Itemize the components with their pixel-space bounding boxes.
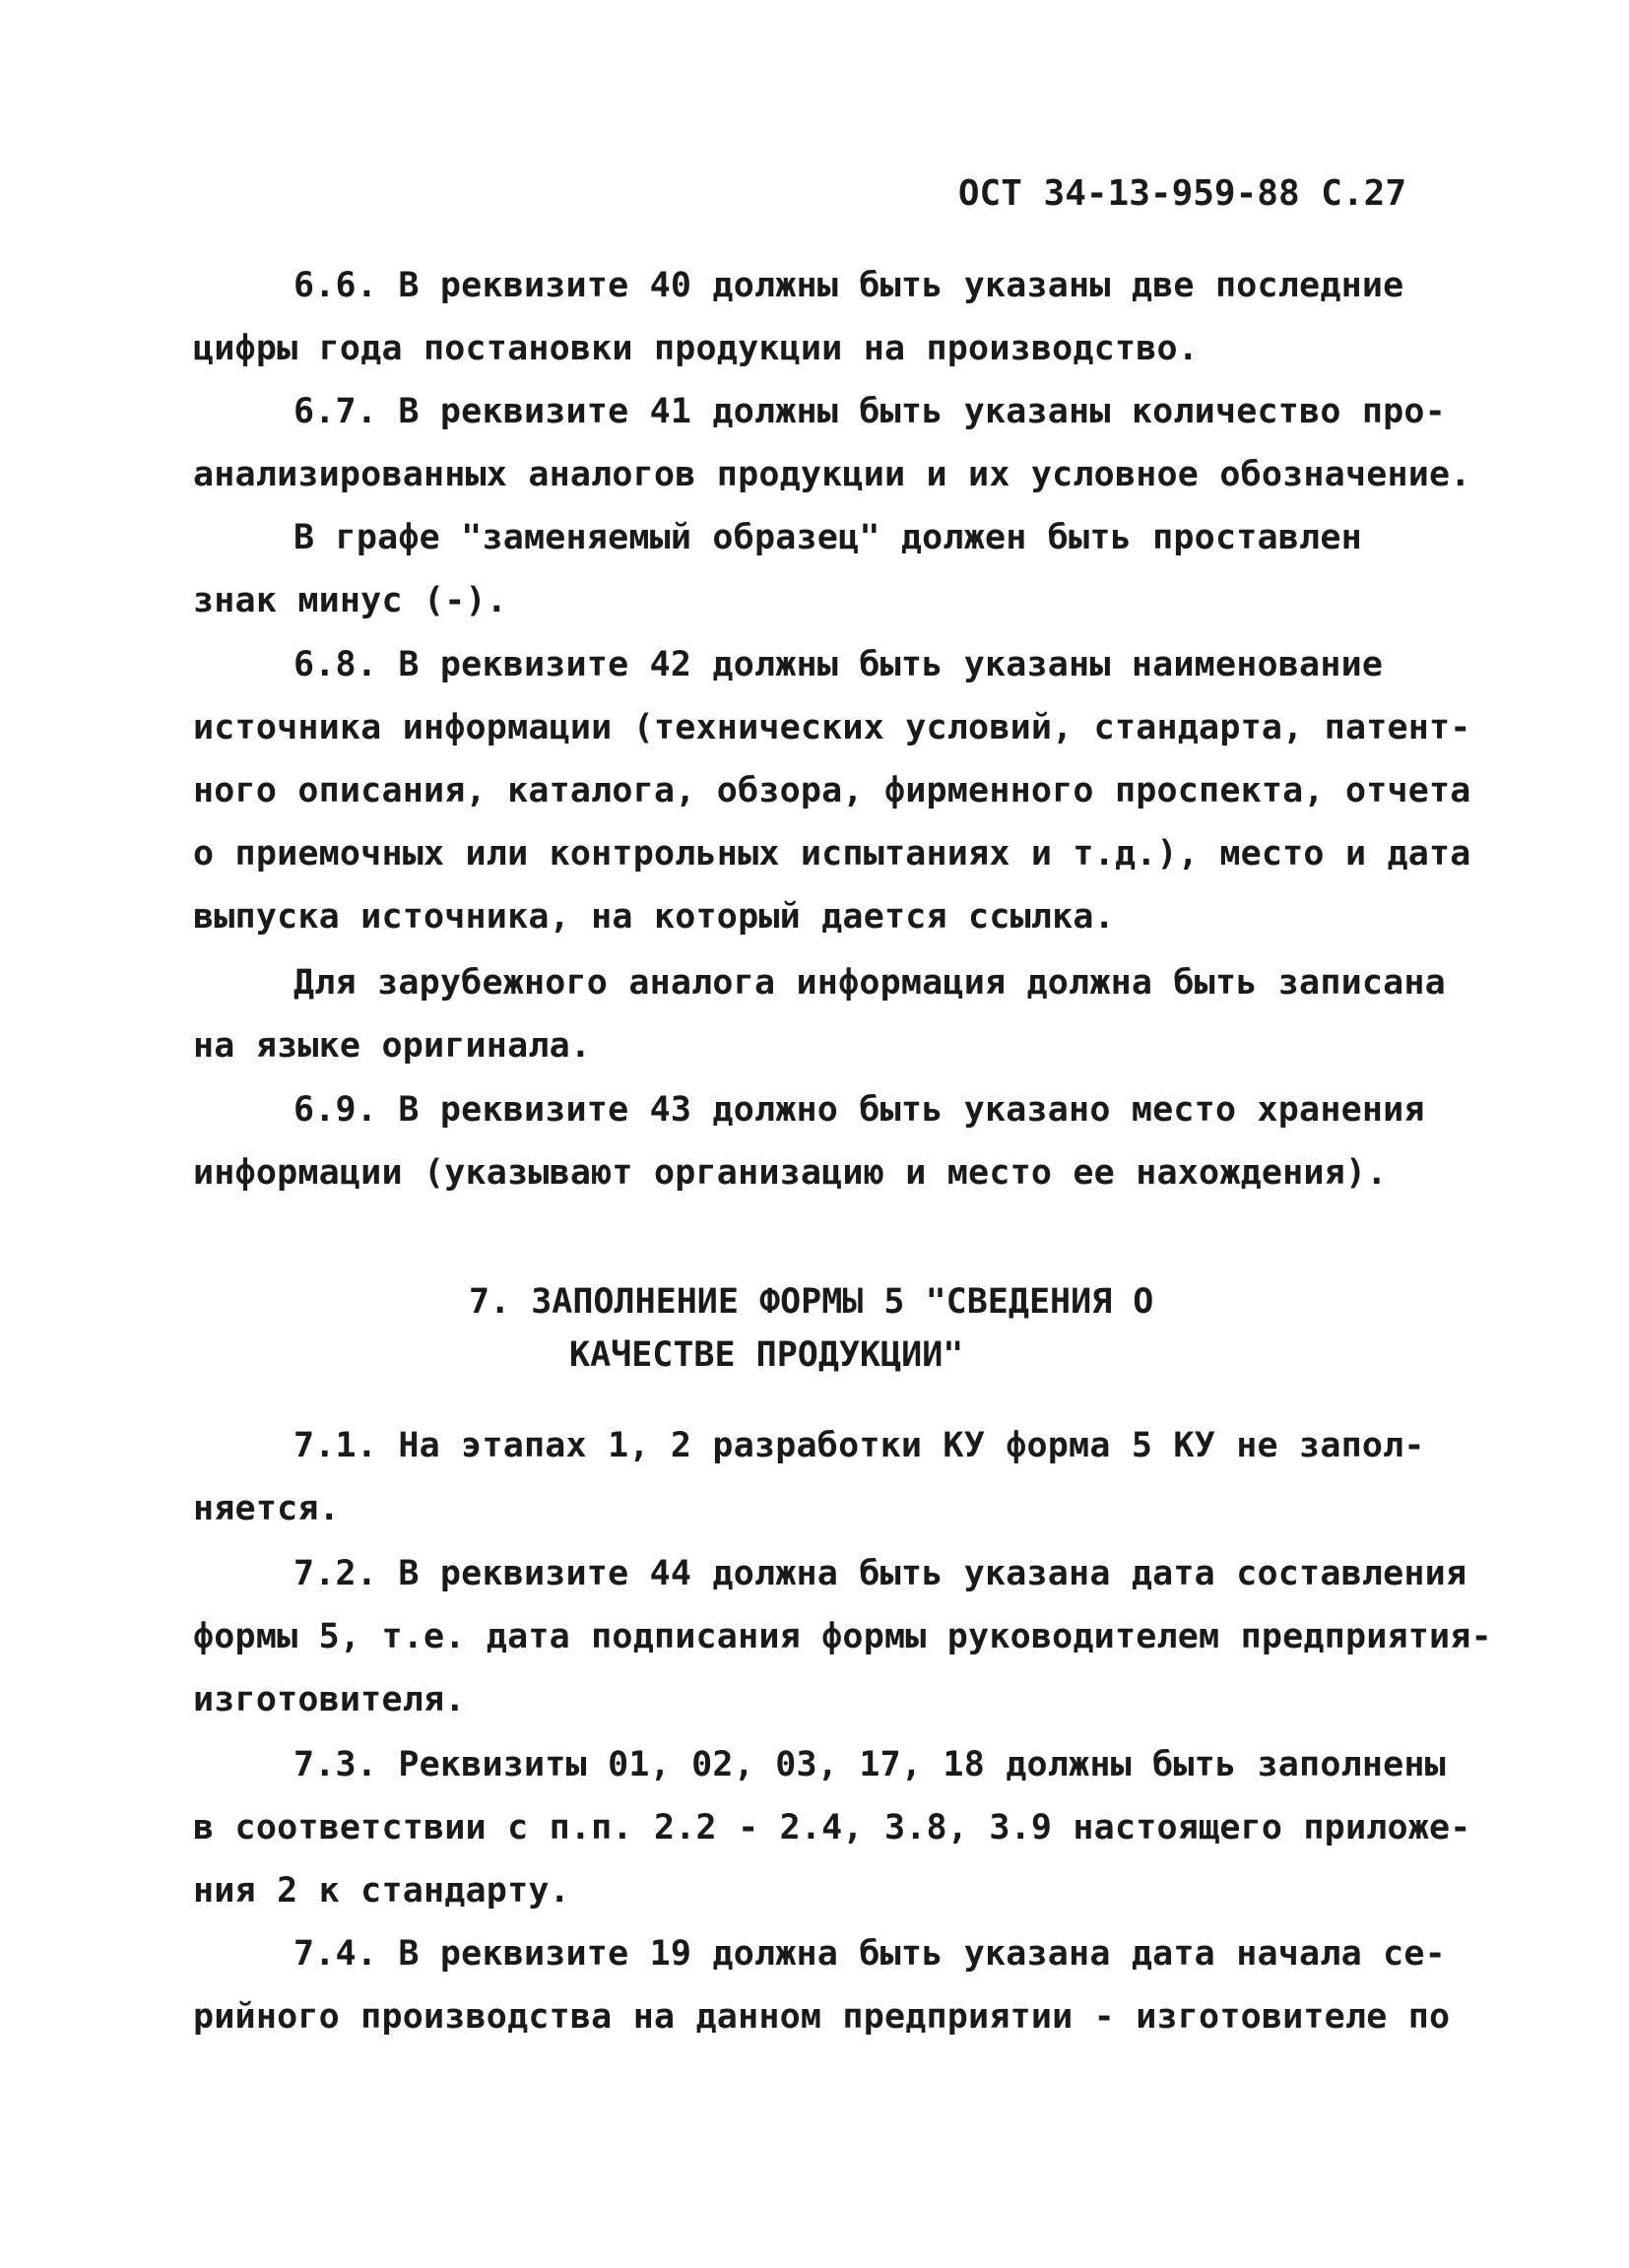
paragraph-7-3-line-3: ния 2 к стандарту.	[193, 1871, 570, 1911]
paragraph-6-8-line-2: источника информации (технических условий, стандарта, патент-	[193, 708, 1471, 747]
paragraph-6-9-line-1: 6.9. В реквизите 43 должно быть указано место хранения	[293, 1090, 1425, 1130]
section-7-heading-line-1: 7. ЗАПОЛНЕНИЕ ФОРМЫ 5 "СВЕДЕНИЯ О	[469, 1282, 1154, 1322]
paragraph-7-3-line-2: в соответствии с п.п. 2.2 - 2.4, 3.8, 3.9 настоящего приложе-	[193, 1808, 1471, 1847]
paragraph-7-1-line-1: 7.1. На этапах 1, 2 разработки КУ форма 5 КУ не запол-	[293, 1426, 1425, 1465]
paragraph-7-2-line-3: изготовителя.	[193, 1680, 466, 1719]
paragraph-6-8b-line-1: Для зарубежного аналога информация должна быть записана	[293, 963, 1446, 1003]
section-7-heading-line-2: КАЧЕСТВЕ ПРОДУКЦИИ"	[569, 1335, 964, 1375]
paragraph-6-9-line-2: информации (указывают организацию и место ее нахождения).	[193, 1153, 1388, 1193]
paragraph-6-7-line-2: анализированных аналогов продукции и их условное обозначение.	[193, 455, 1471, 494]
paragraph-7-3-line-1: 7.3. Реквизиты 01, 02, 03, 17, 18 должны быть заполнены	[293, 1745, 1446, 1784]
paragraph-6-8-line-1: 6.8. В реквизите 42 должны быть указаны наименование	[293, 645, 1384, 684]
paragraph-6-7b-line-2: знак минус (-).	[193, 581, 508, 620]
paragraph-6-8-line-3: ного описания, каталога, обзора, фирменного проспекта, отчета	[193, 771, 1471, 810]
paragraph-7-4-line-2: рийного производства на данном предприятии - изготовителе по	[193, 1997, 1451, 2037]
paragraph-7-2-line-2: формы 5, т.е. дата подписания формы руководителем предприятия-	[193, 1617, 1492, 1656]
paragraph-6-6-line-2: цифры года постановки продукции на производство.	[193, 329, 1200, 368]
paragraph-6-8-line-4: о приемочных или контрольных испытаниях и т.д.), место и дата	[193, 834, 1471, 874]
document-header: ОСТ 34-13-959-88 С.27	[957, 173, 1406, 214]
paragraph-6-6-line-1: 6.6. В реквизите 40 должны быть указаны две последние	[293, 266, 1404, 305]
paragraph-7-4-line-1: 7.4. В реквизите 19 должна быть указана дата начала се-	[293, 1934, 1446, 1974]
paragraph-6-8-line-5: выпуска источника, на который дается ссылка.	[193, 897, 1115, 937]
paragraph-7-2-line-1: 7.2. В реквизите 44 должна быть указана дата составления	[293, 1554, 1467, 1593]
paragraph-7-1-line-2: няется.	[193, 1489, 340, 1528]
paragraph-6-8b-line-2: на языке оригинала.	[193, 1026, 592, 1066]
paragraph-6-7-line-1: 6.7. В реквизите 41 должны быть указаны количество про-	[293, 392, 1446, 431]
paragraph-6-7b-line-1: В графе "заменяемый образец" должен быть проставлен	[293, 518, 1362, 557]
